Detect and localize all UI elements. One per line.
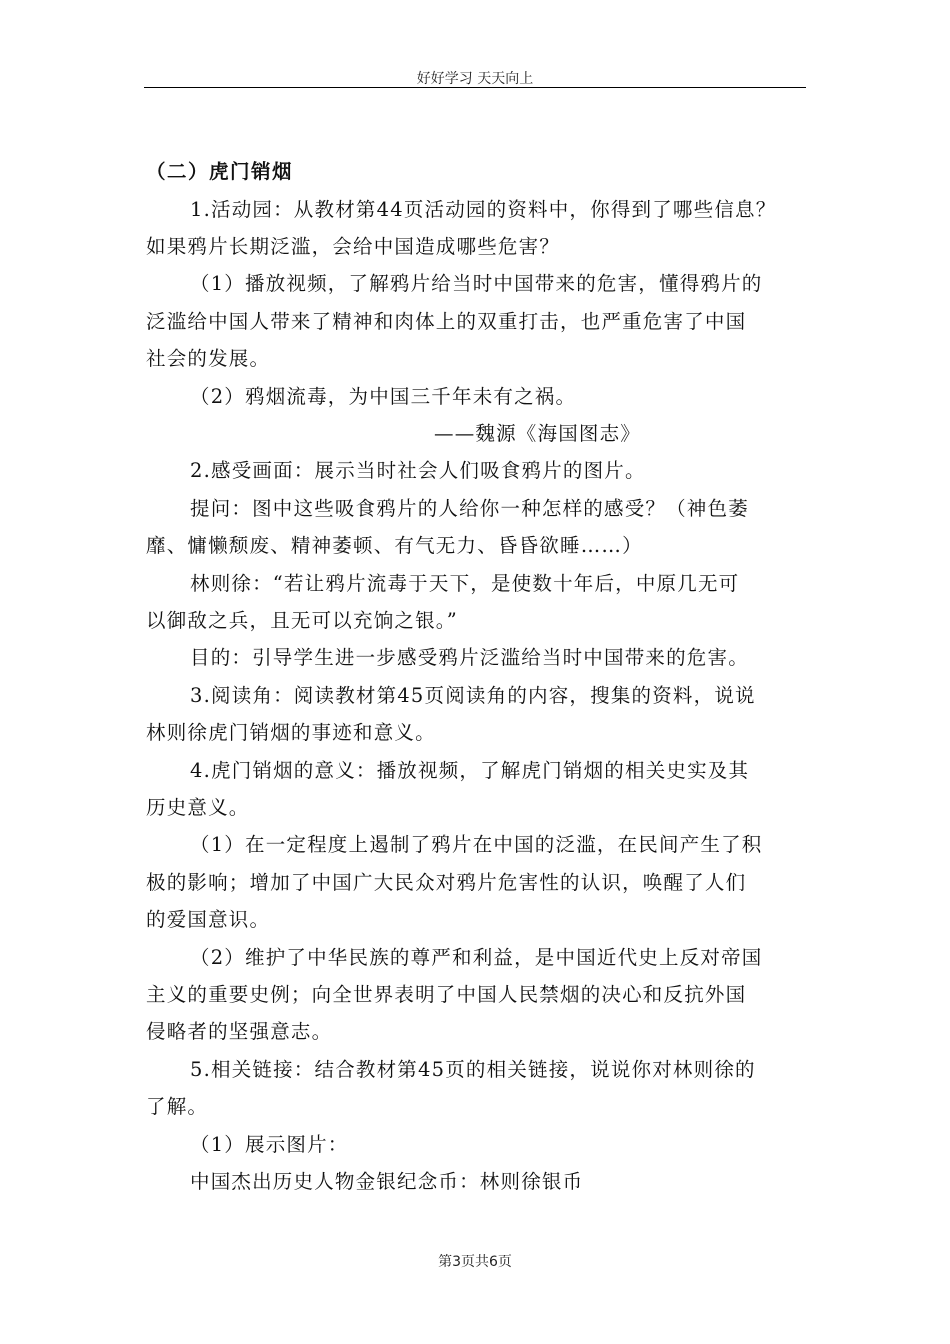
paragraph-line: （2）维护了中华民族的尊严和利益，是中国近代史上反对帝国 <box>190 946 763 969</box>
paragraph-line: （1）在一定程度上遏制了鸦片在中国的泛滥，在民间产生了积 <box>190 833 763 856</box>
paragraph-line: 林则徐：“若让鸦片流毒于天下，是使数十年后，中原几无可 <box>190 572 740 595</box>
page-number: 第3页共6页 <box>438 1254 512 1270</box>
header-divider <box>144 87 806 88</box>
paragraph-line: （1）展示图片： <box>190 1133 349 1156</box>
paragraph-line: 3.阅读角：阅读教材第45页阅读角的内容，搜集的资料，说说 <box>190 684 756 707</box>
paragraph-line: 提问：图中这些吸食鸦片的人给你一种怎样的感受？（神色萎 <box>190 497 749 520</box>
section-heading: （二）虎门销烟 <box>146 160 294 183</box>
paragraph-line: 目的：引导学生进一步感受鸦片泛滥给当时中国带来的危害。 <box>190 646 749 669</box>
paragraph-line: 林则徐虎门销烟的事迹和意义。 <box>146 721 436 744</box>
paragraph-line: 侵略者的坚强意志。 <box>146 1020 333 1043</box>
page-header: 好好学习 天天向上 <box>416 71 534 87</box>
paragraph-line: 主义的重要史例；向全世界表明了中国人民禁烟的决心和反抗外国 <box>146 983 747 1006</box>
paragraph-line: 中国杰出历史人物金银纪念币：林则徐银币 <box>190 1170 584 1193</box>
quote-attribution: ——魏源《海国图志》 <box>434 422 642 445</box>
paragraph-line: （2）鸦烟流毒，为中国三千年未有之祸。 <box>190 385 577 408</box>
paragraph-line: 5.相关链接：结合教材第45页的相关链接，说说你对林则徐的 <box>190 1058 756 1081</box>
paragraph-line: （1）播放视频，了解鸦片给当时中国带来的危害，懂得鸦片的 <box>190 272 763 295</box>
paragraph-line: 1.活动园：从教材第44页活动园的资料中，你得到了哪些信息？ <box>190 198 777 221</box>
paragraph-line: 以御敌之兵，且无可以充饷之银。” <box>146 609 458 632</box>
paragraph-line: 历史意义。 <box>146 796 250 819</box>
paragraph-line: 社会的发展。 <box>146 347 271 370</box>
paragraph-line: 了解。 <box>146 1095 209 1118</box>
paragraph-line: 极的影响；增加了中国广大民众对鸦片危害性的认识，唤醒了人们 <box>146 871 747 894</box>
paragraph-line: 4.虎门销烟的意义：播放视频，了解虎门销烟的相关史实及其 <box>190 759 750 782</box>
paragraph-line: 2.感受画面：展示当时社会人们吸食鸦片的图片。 <box>190 459 646 482</box>
paragraph-line: 的爱国意识。 <box>146 908 271 931</box>
paragraph-line: 泛滥给中国人带来了精神和肉体上的双重打击，也严重危害了中国 <box>146 310 747 333</box>
paragraph-line: 如果鸦片长期泛滥，会给中国造成哪些危害？ <box>146 235 561 258</box>
paragraph-line: 靡、慵懒颓废、精神萎顿、有气无力、昏昏欲睡……） <box>146 534 643 557</box>
